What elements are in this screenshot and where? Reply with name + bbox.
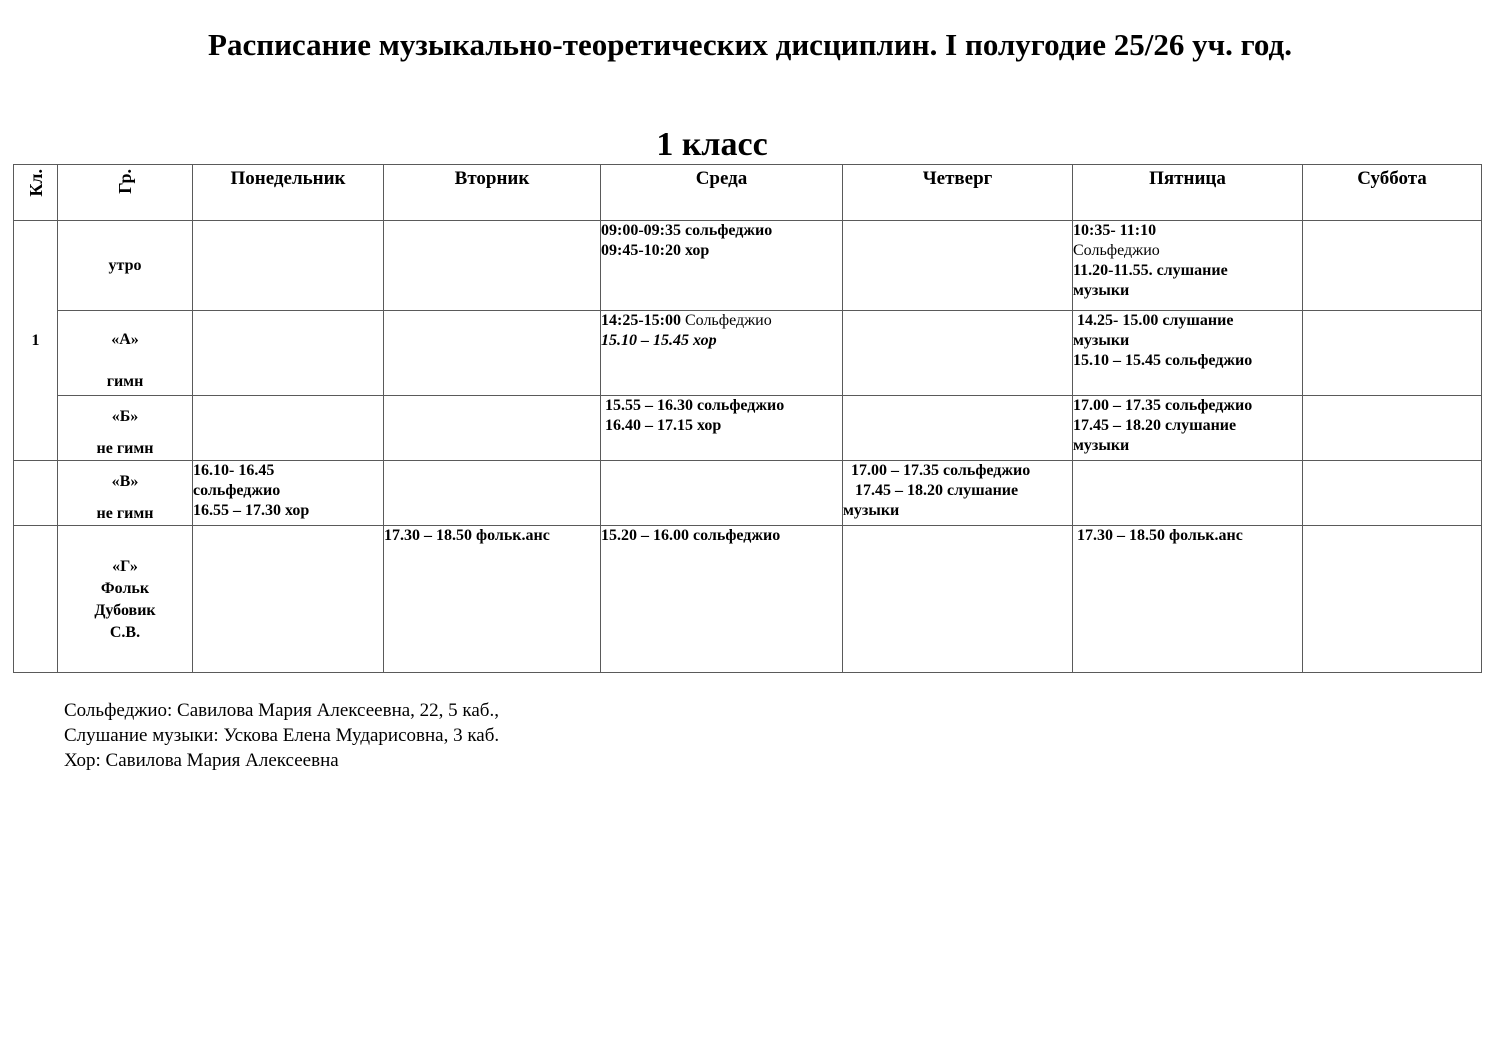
header-row [14, 165, 1482, 221]
cell-a-tue [384, 311, 601, 396]
header-wednesday: Среда [601, 165, 843, 221]
table-row [14, 221, 1482, 311]
cell-a-thu [843, 311, 1073, 396]
cell-v-fri [1073, 461, 1303, 526]
group-g: «Г» Фольк Дубовик С.В. [58, 526, 193, 673]
cell-a-mon [193, 311, 384, 396]
cell-utro-sat [1303, 221, 1482, 311]
cell-g-mon [193, 526, 384, 673]
header-tuesday: Вторник [384, 165, 601, 221]
group-v: «В» не гимн [58, 461, 193, 526]
cell-b-sat [1303, 396, 1482, 461]
table-row [14, 461, 1482, 526]
cell-b-mon [193, 396, 384, 461]
table-row [14, 526, 1482, 673]
header-saturday: Суббота [1303, 165, 1482, 221]
cell-g-thu [843, 526, 1073, 673]
header-friday: Пятница [1073, 165, 1303, 221]
cell-b-wed: 15.55 – 16.30 сольфеджио 16.40 – 17.15 хор [601, 396, 843, 461]
schedule-table [13, 164, 1482, 673]
cell-utro-wed: 09:00-09:35 сольфеджио 09:45-10:20 хор [601, 221, 843, 311]
cell-g-wed: 15.20 – 16.00 сольфеджио [601, 526, 843, 673]
cell-v-tue [384, 461, 601, 526]
cell-utro-fri: 10:35- 11:10 Сольфеджио 11.20-11.55. слушание музыки [1073, 221, 1303, 311]
cell-g-fri: 17.30 – 18.50 фольк.анс [1073, 526, 1303, 673]
cell-utro-mon [193, 221, 384, 311]
cell-v-sat [1303, 461, 1482, 526]
cell-b-fri: 17.00 – 17.35 сольфеджио 17.45 – 18.20 слушание музыки [1073, 396, 1303, 461]
teachers-footer [64, 698, 499, 773]
header-kl: Кл. [14, 165, 58, 221]
footer-choir: Хор: Савилова Мария Алексеевна [64, 750, 339, 771]
group-a: «А» гимн [58, 311, 193, 396]
cell-b-thu [843, 396, 1073, 461]
cell-b-tue [384, 396, 601, 461]
cell-a-sat [1303, 311, 1482, 396]
header-thursday: Четверг [843, 165, 1073, 221]
cell-g-tue: 17.30 – 18.50 фольк.анс [384, 526, 601, 673]
footer-listening: Слушание музыки: Ускова Елена Мударисовна, 3 каб. [64, 725, 500, 746]
class-heading: 1 класс [656, 126, 768, 163]
header-monday: Понедельник [193, 165, 384, 221]
cell-utro-thu [843, 221, 1073, 311]
class-number: 1 [14, 221, 58, 461]
header-gr: Гр. [58, 165, 193, 221]
cell-v-mon: 16.10- 16.45 сольфеджио 16.55 – 17.30 хор [193, 461, 384, 526]
footer-solfeggio: Сольфеджио: Савилова Мария Алексеевна, 22, 5 каб., [64, 700, 499, 721]
group-b: «Б» не гимн [58, 396, 193, 461]
cell-v-thu: 17.00 – 17.35 сольфеджио 17.45 – 18.20 слушание музыки [843, 461, 1073, 526]
class-empty-cell [14, 461, 58, 526]
cell-g-sat [1303, 526, 1482, 673]
page-title: Расписание музыкально-теоретических дисциплин. I полугодие 25/26 уч. год. [208, 27, 1292, 62]
table-row [14, 311, 1482, 396]
cell-v-wed [601, 461, 843, 526]
cell-utro-tue [384, 221, 601, 311]
group-utro: утро [58, 221, 193, 311]
cell-a-fri: 14.25- 15.00 слушание музыки 15.10 – 15.45 сольфеджио [1073, 311, 1303, 396]
cell-a-wed: 14:25-15:00 Сольфеджио 15.10 – 15.45 хор [601, 311, 843, 396]
table-row [14, 396, 1482, 461]
class-empty-cell [14, 526, 58, 673]
